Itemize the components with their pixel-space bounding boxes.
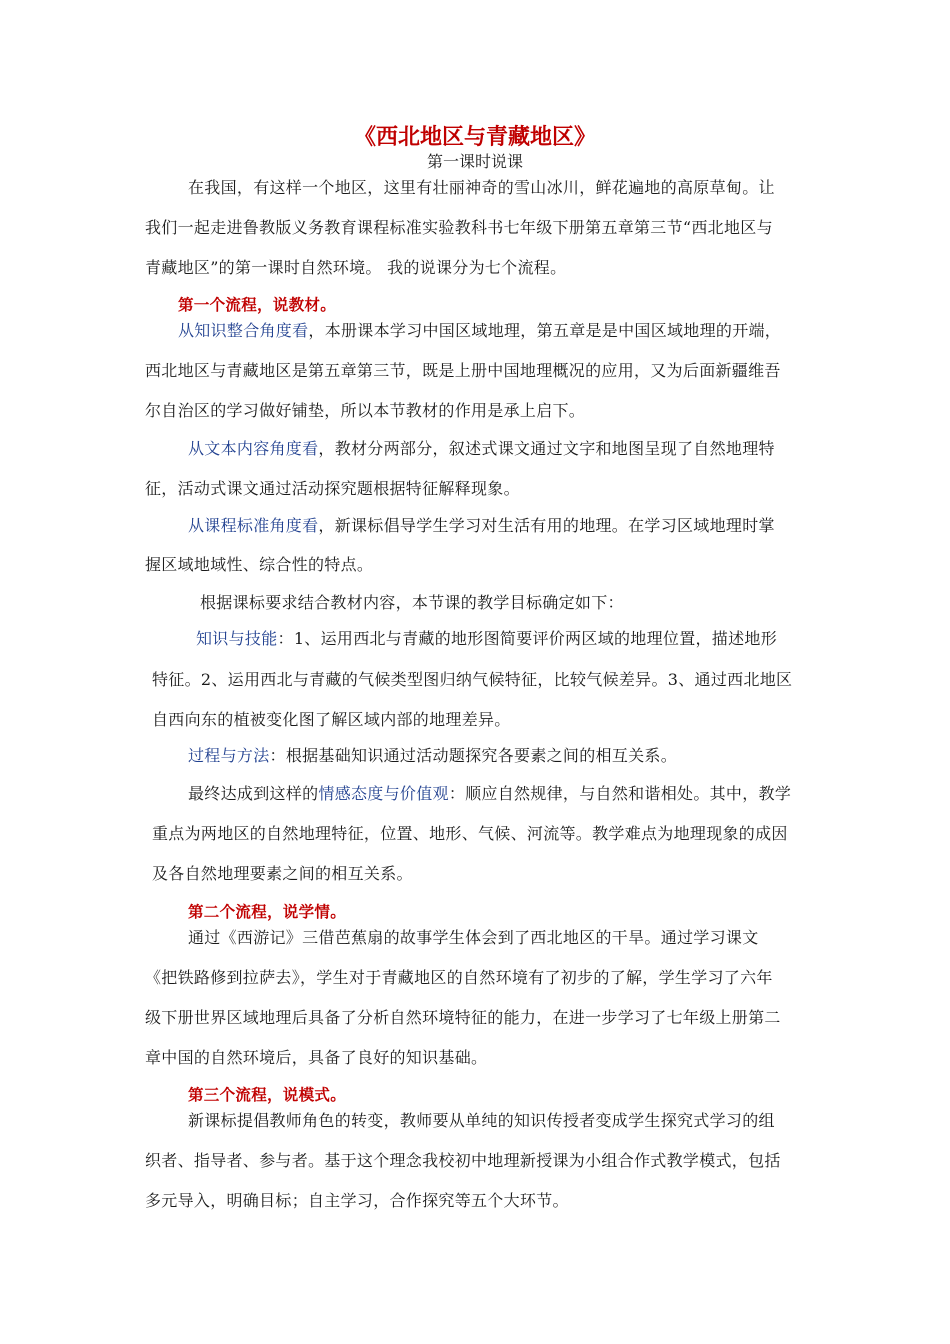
section1-p5-line-1: 知识与技能：1、运用西北与青藏的地形图简要评价两区域的地理位置，描述地形: [196, 629, 777, 648]
section1-heading: 第一个流程，说教材。: [178, 295, 337, 314]
section1-p6-lead: 过程与方法: [188, 746, 270, 765]
document-subtitle: 第一课时说课: [426, 152, 523, 171]
section1-p1-line-2: 西北地区与青藏地区是第五章第三节，既是上册中国地理概况的应用，又为后面新疆维吾: [145, 361, 781, 380]
section1-p4: 根据课标要求结合教材内容，本节课的教学目标确定如下：: [200, 593, 624, 612]
section2-line-4: 章中国的自然环境后，具备了良好的知识基础。: [145, 1048, 488, 1067]
section2-line-2: 《把铁路修到拉萨去》，学生对于青藏地区的自然环境有了初步的了解，学生学习了六年: [145, 968, 773, 987]
intro-line-2: 我们一起走进鲁教版义务教育课程标准实验教科书七年级下册第五章第三节“西北地区与: [145, 218, 773, 237]
section1-p3-line-1: 从课程标准角度看，新课标倡导学生学习对生活有用的地理。在学习区域地理时掌: [188, 516, 775, 535]
section1-p7-lead: 情感态度与价值观: [318, 784, 449, 803]
section1-p3-lead: 从课程标准角度看: [188, 516, 319, 535]
section3-line-3: 多元导入，明确目标；自主学习，合作探究等五个大环节。: [145, 1191, 569, 1210]
section1-p1-lead: 从知识整合角度看: [178, 321, 309, 340]
section2-heading: 第二个流程，说学情。: [188, 902, 347, 921]
intro-line-3: 青藏地区”的第一课时自然环境。 我的说课分为七个流程。: [145, 258, 567, 277]
section1-p5-line-2: 特征。2、运用西北与青藏的气候类型图归纳气候特征，比较气候差异。3、通过西北地区: [152, 670, 793, 689]
section1-p7-line-1: 最终达成到这样的情感态度与价值观：顺应自然规律，与自然和谐相处。其中，教学: [188, 784, 792, 803]
document-title: 《西北地区与青藏地区》: [353, 124, 596, 150]
section3-heading: 第三个流程，说模式。: [188, 1085, 347, 1104]
section1-p7-line-2: 重点为两地区的自然地理特征，位置、地形、气候、河流等。教学难点为地理现象的成因: [152, 824, 788, 843]
section1-p1-line-3: 尔自治区的学习做好铺垫，所以本节教材的作用是承上启下。: [145, 401, 586, 420]
section1-p5-line-3: 自西向东的植被变化图了解区域内部的地理差异。: [152, 710, 511, 729]
section1-p1-line-1: 从知识整合角度看，本册课本学习中国区域地理，第五章是是中国区域地理的开端，: [178, 321, 782, 340]
section1-p2-line-1: 从文本内容角度看，教材分两部分，叙述式课文通过文字和地图呈现了自然地理特: [188, 439, 775, 458]
section1-p2-lead: 从文本内容角度看: [188, 439, 319, 458]
section1-p6: 过程与方法：根据基础知识通过活动题探究各要素之间的相互关系。: [188, 746, 678, 765]
section2-line-3: 级下册世界区域地理后具备了分析自然环境特征的能力，在进一步学习了七年级上册第二: [145, 1008, 781, 1027]
section2-line-1: 通过《西游记》三借芭蕉扇的故事学生体会到了西北地区的干旱。通过学习课文: [188, 928, 759, 947]
intro-line-1: 在我国，有这样一个地区，这里有壮丽神奇的雪山冰川，鲜花遍地的高原草甸。让: [188, 178, 775, 197]
section3-line-2: 织者、指导者、参与者。基于这个理念我校初中地理新授课为小组合作式教学模式，包括: [145, 1151, 781, 1170]
section1-p7-line-3: 及各自然地理要素之间的相互关系。: [152, 864, 413, 883]
section1-p2-line-2: 征，活动式课文通过活动探究题根据特征解释现象。: [145, 479, 520, 498]
section1-p5-lead: 知识与技能: [196, 629, 278, 648]
section1-p3-line-2: 握区域地域性、综合性的特点。: [145, 555, 374, 574]
section3-line-1: 新课标提倡教师角色的转变，教师要从单纯的知识传授者变成学生探究式学习的组: [188, 1111, 775, 1130]
